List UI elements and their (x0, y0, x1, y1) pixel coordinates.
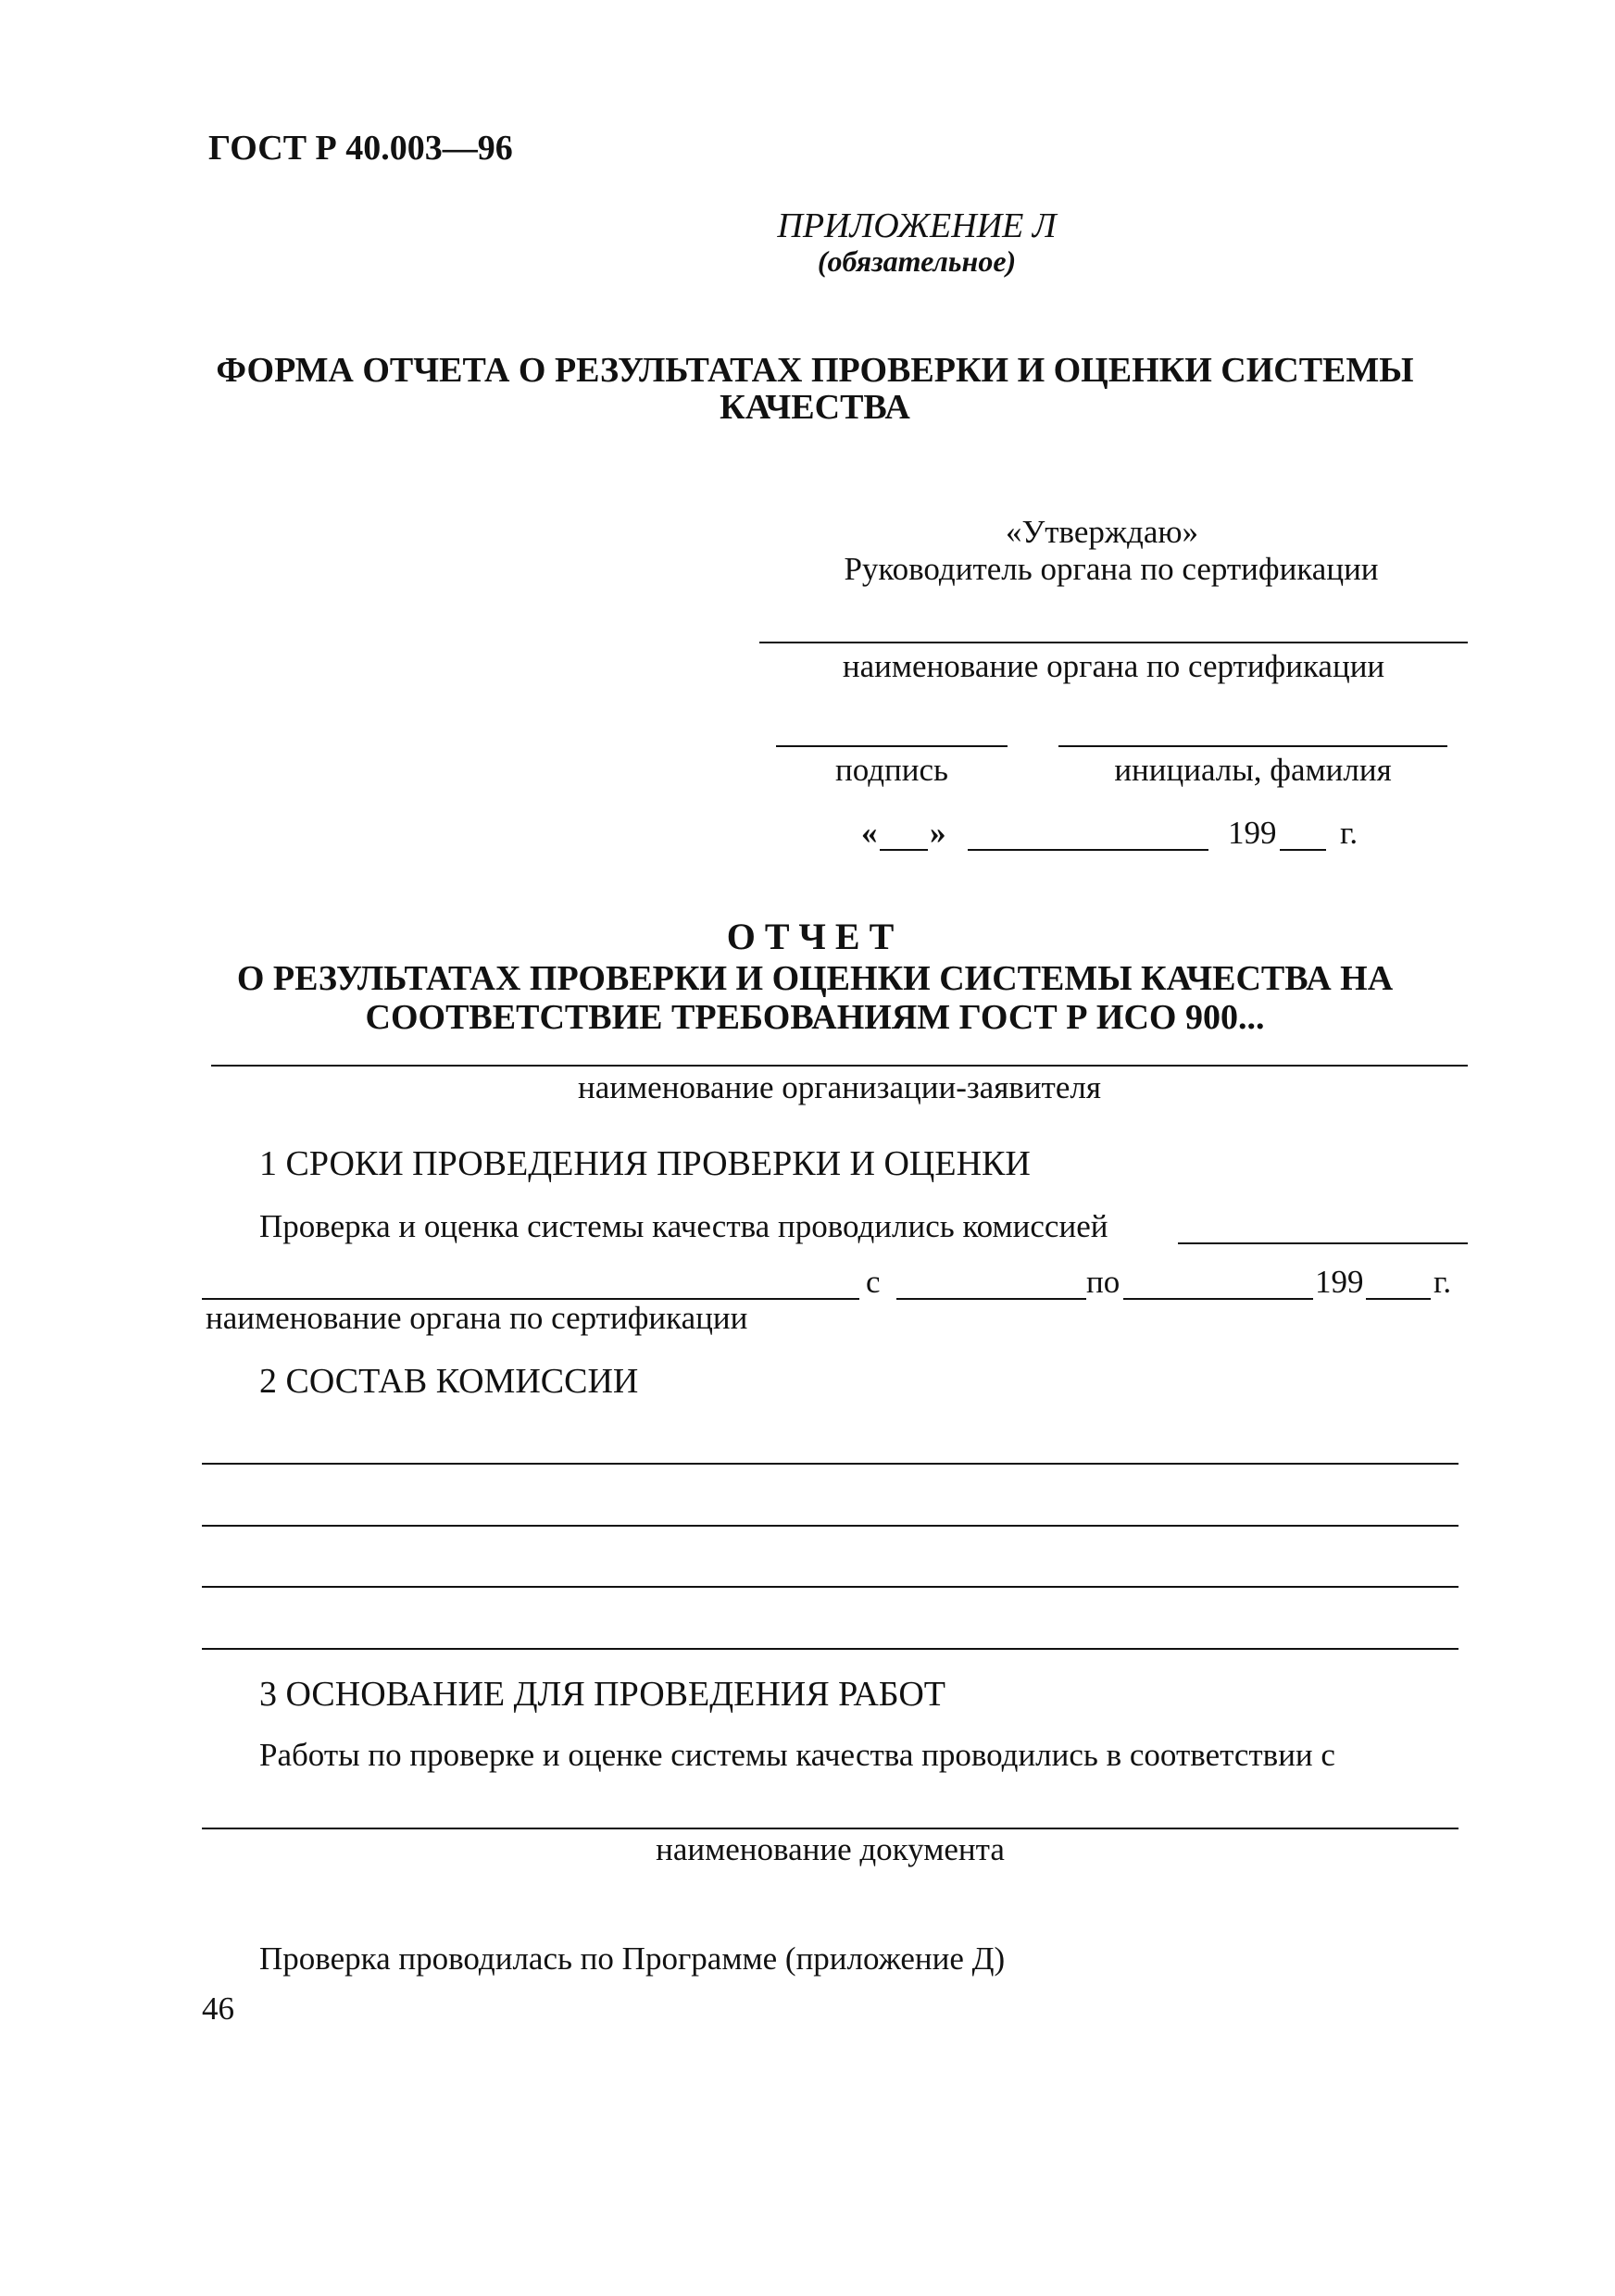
report-title: ОТЧЕТ (726, 916, 904, 957)
form-title-line2: КАЧЕСТВА (720, 388, 910, 427)
section-1-text: Проверка и оценка системы качества проводились комиссией (259, 1208, 1108, 1244)
date-year: 199 (1228, 815, 1277, 851)
commission-field[interactable] (1178, 1242, 1468, 1244)
report-title-line1: О РЕЗУЛЬТАТАХ ПРОВЕРКИ И ОЦЕНКИ СИСТЕМЫ КАЧЕСТВА НА (236, 959, 1394, 998)
section-1-year-suffix: г. (1433, 1264, 1452, 1300)
from-label: с (866, 1264, 881, 1300)
document-name-label: наименование документа (656, 1831, 1005, 1867)
to-label: по (1086, 1264, 1120, 1300)
commission-member-line[interactable] (202, 1463, 1459, 1465)
appendix-subtitle: (обязательное) (817, 244, 1017, 278)
date-year-suffix: г. (1340, 815, 1358, 851)
commission-member-line[interactable] (202, 1648, 1459, 1650)
section-1-org-label: наименование органа по сертификации (206, 1300, 748, 1336)
month-field[interactable] (968, 849, 1208, 851)
org-name-line[interactable] (759, 642, 1468, 643)
applicant-name-line[interactable] (211, 1065, 1468, 1067)
section-1-year: 199 (1315, 1264, 1364, 1300)
year-field[interactable] (1280, 849, 1326, 851)
initials-label: инициалы, фамилия (1114, 752, 1392, 788)
form-title-line1: ФОРМА ОТЧЕТА О РЕЗУЛЬТАТАХ ПРОВЕРКИ И ОЦЕНКИ СИСТЕМЫ (216, 351, 1414, 390)
section-2-heading: 2 СОСТАВ КОМИССИИ (259, 1362, 639, 1401)
section-1-year-field[interactable] (1366, 1298, 1431, 1300)
section-3-text: Работы по проверке и оценке системы качества проводились в соответствии с (259, 1737, 1335, 1773)
applicant-name-label: наименование организации-заявителя (578, 1069, 1101, 1105)
org-name-label: наименование органа по сертификации (842, 648, 1385, 684)
report-title-line2: СООТВЕТСТВИЕ ТРЕБОВАНИЯМ ГОСТ Р ИСО 900... (365, 998, 1265, 1037)
to-date-field[interactable] (1123, 1298, 1313, 1300)
standard-number: ГОСТ Р 40.003—96 (208, 129, 513, 168)
signature-label: подпись (835, 752, 948, 788)
date-open-quote: « (861, 815, 878, 851)
approve-label: «Утверждаю» (1005, 514, 1199, 550)
appendix-title: ПРИЛОЖЕНИЕ Л (777, 206, 1057, 245)
section-3-heading: 3 ОСНОВАНИЕ ДЛЯ ПРОВЕДЕНИЯ РАБОТ (259, 1675, 945, 1714)
from-date-field[interactable] (896, 1298, 1086, 1300)
page-number: 46 (202, 1990, 234, 2027)
section-1-heading: 1 СРОКИ ПРОВЕДЕНИЯ ПРОВЕРКИ И ОЦЕНКИ (259, 1144, 1031, 1183)
initials-line[interactable] (1058, 745, 1447, 747)
signature-line[interactable] (776, 745, 1008, 747)
commission-member-line[interactable] (202, 1525, 1459, 1527)
program-text: Проверка проводилась по Программе (приложение Д) (259, 1940, 1006, 1977)
head-of-body-label: Руководитель органа по сертификации (844, 551, 1379, 587)
document-name-line[interactable] (202, 1828, 1459, 1829)
date-close-quote: » (930, 815, 946, 851)
day-field[interactable] (880, 849, 928, 851)
commission-member-line[interactable] (202, 1586, 1459, 1588)
